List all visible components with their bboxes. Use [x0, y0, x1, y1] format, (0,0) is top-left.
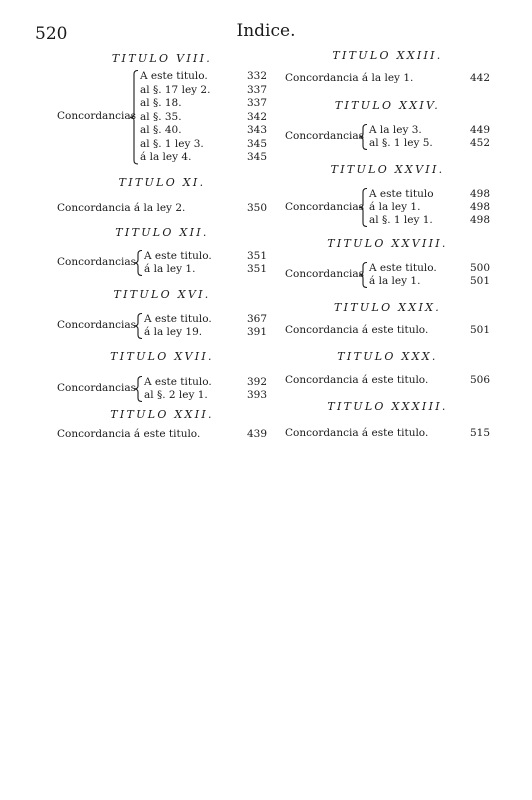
group-label: Concordancias [57, 319, 136, 331]
page-number: 520 [35, 24, 68, 44]
sub-entry [369, 214, 490, 227]
sub-entry-page: 343 [246, 124, 267, 136]
sub-entry-page: 332 [246, 70, 267, 82]
sub-entry [144, 313, 267, 326]
sub-entry-page: 391 [246, 326, 267, 338]
group-items [144, 313, 267, 339]
sub-entry [144, 326, 267, 339]
sub-entry-page: 337 [246, 97, 267, 109]
concordance-group [285, 262, 490, 288]
sub-entry-page: 337 [246, 83, 267, 96]
sub-entry [140, 97, 267, 110]
sub-entry [144, 250, 267, 263]
entry-page: 501 [469, 324, 490, 336]
group-items [140, 70, 267, 165]
entry-page: 439 [246, 428, 267, 440]
sub-entry [140, 111, 267, 124]
sub-entry [140, 70, 267, 83]
brace-icon [358, 124, 368, 150]
section-title: TITULO XXXIII. [327, 400, 448, 413]
sub-entry-text: al §. 1 ley 3. [140, 137, 204, 150]
section-title: TITULO XXIV. [334, 99, 441, 112]
sub-entry [369, 124, 490, 137]
sub-entry-text: á la ley 1. [144, 263, 196, 275]
sub-entry [369, 262, 490, 275]
entry-text: Concordancia á este titulo. [285, 374, 429, 386]
sub-entry-text: á la ley 1. [369, 275, 421, 287]
sub-entry-text: al §. 17 ley 2. [140, 83, 211, 96]
sub-entry [140, 84, 267, 97]
brace-icon [129, 70, 139, 165]
index-entry [285, 374, 490, 388]
entry-text: Concordancia á este titulo. [285, 427, 429, 439]
concordance-group [57, 250, 267, 276]
section-title: TITULO XXIII. [332, 49, 443, 62]
section-title: TITULO XXX. [337, 350, 438, 363]
sub-entry-text: A este titulo. [140, 70, 208, 82]
group-label: Concordancias [57, 382, 136, 394]
section-title: TITULO VIII. [111, 52, 213, 65]
sub-entry [140, 151, 267, 164]
entry-text: Concordancia á este titulo. [285, 324, 429, 336]
index-entry [285, 427, 490, 441]
section-title: TITULO XVI. [113, 288, 211, 301]
entry-text: Concordancia á este titulo. [57, 428, 201, 440]
entry-text: Concordancia á la ley 2. [57, 202, 186, 214]
entry-page: 350 [246, 202, 267, 214]
sub-entry-page: 452 [469, 137, 490, 149]
sub-entry [144, 376, 267, 389]
sub-entry-page: 351 [246, 263, 267, 275]
concordance-group [57, 313, 267, 339]
section-title: TITULO XXII. [110, 408, 214, 421]
sub-entry-page: 449 [469, 124, 490, 136]
sub-entry [369, 188, 490, 201]
section-title: TITULO XVII. [110, 350, 214, 363]
sub-entry-text: á la ley 1. [369, 201, 421, 213]
section-title: TITULO XXVIII. [327, 237, 448, 250]
section-title: TITULO XII. [115, 226, 209, 239]
sub-entry-text: A este titulo [369, 188, 434, 200]
sub-entry-text: á la ley 19. [144, 326, 203, 338]
group-items [369, 262, 490, 288]
sub-entry-page: 345 [246, 137, 267, 150]
sub-entry-text: á la ley 4. [140, 151, 192, 163]
group-items [369, 188, 490, 227]
sub-entry-page: 498 [469, 201, 490, 213]
concordance-group [285, 188, 490, 227]
group-items [144, 376, 267, 402]
sub-entry-text: al §. 40. [140, 124, 182, 136]
sub-entry [140, 124, 267, 137]
index-entry [285, 72, 490, 86]
sub-entry-text: A este titulo. [144, 250, 212, 262]
concordance-group [57, 376, 267, 402]
group-label: Concordancias [285, 200, 364, 213]
brace-icon [133, 376, 143, 402]
brace-icon [358, 188, 368, 227]
section-title: TITULO XI. [118, 176, 206, 189]
sub-entry-page: 351 [246, 250, 267, 262]
index-entry [57, 202, 267, 216]
sub-entry-page: 498 [469, 188, 490, 200]
brace-icon [358, 262, 368, 288]
entry-page: 506 [469, 374, 490, 386]
running-title: Indice. [236, 21, 296, 41]
sub-entry [144, 263, 267, 276]
sub-entry-page: 498 [469, 214, 490, 226]
sub-entry-text: al §. 2 ley 1. [144, 389, 208, 401]
entry-text: Concordancia á la ley 1. [285, 72, 414, 84]
section-title: TITULO XXIX. [333, 301, 442, 314]
sub-entry-text: al §. 35. [140, 110, 182, 123]
section-title: TITULO XXVII. [330, 163, 445, 176]
sub-entry-page: 393 [246, 389, 267, 401]
group-label: Concordancias [285, 268, 364, 280]
index-entry [57, 428, 267, 442]
sub-entry-page: 501 [469, 275, 490, 287]
sub-entry [369, 275, 490, 288]
sub-entry-text: A la ley 3. [369, 124, 422, 136]
sub-entry-text: al §. 1 ley 5. [369, 137, 433, 149]
brace-icon [133, 313, 143, 339]
sub-entry-text: A este titulo. [369, 262, 437, 274]
brace-icon [133, 250, 143, 276]
group-items [369, 124, 490, 150]
sub-entry-page: 345 [246, 151, 267, 163]
sub-entry-text: A este titulo. [144, 376, 212, 388]
sub-entry [140, 138, 267, 151]
group-label: Concordancias [57, 256, 136, 268]
sub-entry-page: 500 [469, 262, 490, 274]
sub-entry-page: 392 [246, 376, 267, 388]
group-items [144, 250, 267, 276]
group-label: Concordancias [285, 130, 364, 142]
sub-entry-page: 342 [246, 110, 267, 123]
entry-page: 442 [469, 72, 490, 84]
sub-entry [144, 389, 267, 402]
concordance-group [57, 70, 267, 165]
index-entry [285, 324, 490, 338]
sub-entry [369, 201, 490, 214]
sub-entry-page: 367 [246, 313, 267, 325]
sub-entry [369, 137, 490, 150]
group-label: Concordancias [57, 110, 136, 123]
sub-entry-text: al §. 1 ley 1. [369, 214, 433, 226]
concordance-group [285, 124, 490, 150]
sub-entry-text: A este titulo. [144, 313, 212, 325]
entry-page: 515 [469, 427, 490, 439]
sub-entry-text: al §. 18. [140, 97, 182, 109]
